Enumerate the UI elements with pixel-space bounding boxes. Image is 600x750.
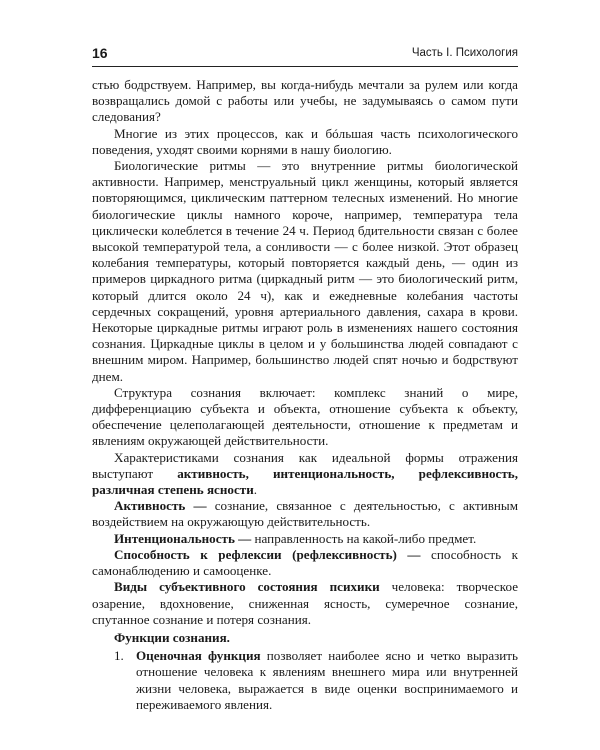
definition-term: Виды субъективного состояния психики (114, 579, 380, 595)
page-number: 16 (92, 45, 108, 61)
list-item (92, 648, 518, 713)
body-text (92, 77, 518, 713)
running-head: Часть I. Психология (411, 47, 518, 59)
paragraph: Структура сознания включает: комплекс знаний о мире, дифференциацию субъекта и объекта, отношение субъекта к объекту, обеспечение целеполагающей деятельности, отношение к предметам и явлениям окружающей действительности. (92, 384, 518, 449)
definition-text: человека: творческое озарение, вдохновение, сниженная ясность, сумеречное сознание, спутанное сознание и потеря сознания. (92, 579, 518, 627)
definition-paragraph (92, 498, 518, 530)
definition-term: Интенциональность — (114, 530, 252, 546)
list-term: Оценочная функция (136, 648, 261, 664)
definition-paragraph (92, 547, 518, 579)
definition-text: направленность на какой-либо предмет. (251, 530, 477, 546)
page-header (92, 44, 518, 67)
punctuation: . (253, 482, 258, 498)
definition-term: Активность — (114, 498, 207, 514)
paragraph: стью бодрствуем. Например, вы когда-нибудь мечтали за рулем или когда возвращались домой с работы или учебы, не задумываясь о самом пути следования? (92, 77, 518, 125)
bold-terms: активность, интенциональность, рефлексивность, различная степень ясности (92, 465, 518, 498)
paragraph: Многие из этих процессов, как и бóльшая часть психологического поведения, уходят своими корнями в нашу биологию. (92, 125, 518, 157)
paragraph: Биологические ритмы — это внутренние ритмы биологической активности. Например, менструальный цикл женщины, который является повторяющимся, циклическим паттерном телесных изменений. Но многие биологические циклы намного короче, например, температура тела циклически колеблется в течение 24 ч. Период бдительности связан с более высокой температурой тела, а сонливости — с более низкой. Этот образец колебания температуры, который повторяется каждый день, — один из примеров циркадного ритма (циркадный ритм — это биологический ритм, который длится около 24 ч), как и ежедневные колебания частоты сердечных сокращений, уровня артериального давления, сахара в крови. Некоторые циркадные ритмы играют роль в изменениях нашего состояния сознания. Циркадные циклы в целом и у большинства людей совпадают с внешним миром. Например, большинство людей спят ночью и бодрствуют днем. (92, 158, 518, 384)
definition-text: способность к самонаблюдению и самооценке. (92, 546, 518, 579)
paragraph-text: Характеристиками сознания как идеальной формы отражения выступают (92, 449, 518, 481)
paragraph (92, 450, 518, 499)
section-heading: Функции сознания. (114, 629, 230, 645)
list-number: 1. (114, 648, 124, 664)
list-text: позволяет наиболее ясно и четко выразить отношение человека к явлениям внешнего мира или внутренней жизни человека, выражается в виде оценки воспринимаемого и переживаемого явления. (136, 648, 518, 712)
definition-term: Способность к рефлексии (рефлексивность) — (114, 546, 421, 562)
definition-paragraph (92, 579, 518, 628)
definition-text: сознание, связанное с деятельностью, с активным воздействием на окружающую действительность. (92, 498, 518, 530)
functions-list (92, 648, 518, 713)
definition-paragraph (92, 531, 518, 547)
